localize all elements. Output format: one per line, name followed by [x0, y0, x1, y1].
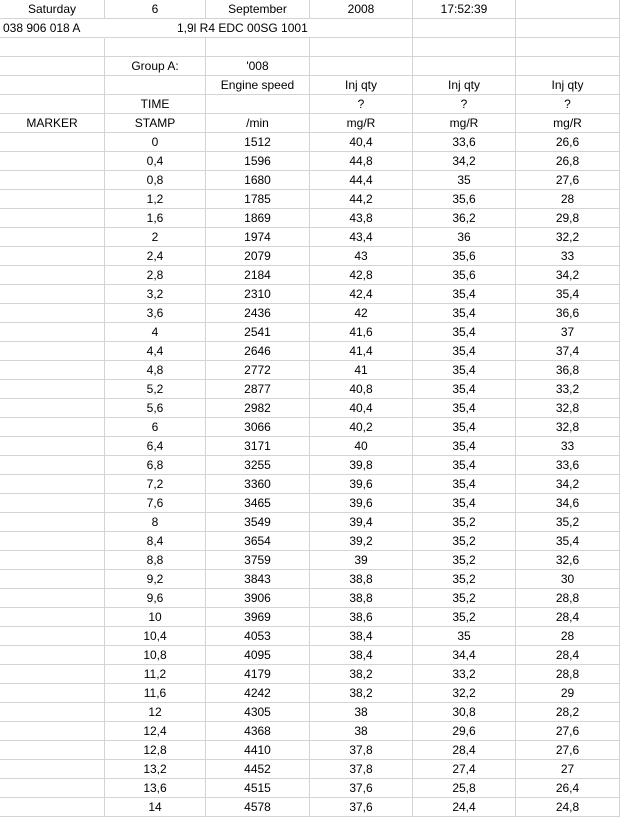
inj-qty-3-cell[interactable]: 34,2	[516, 475, 620, 494]
marker-cell[interactable]	[0, 570, 105, 589]
inj-qty-1-cell[interactable]: 42	[310, 304, 413, 323]
timestamp-cell[interactable]: 13,2	[105, 760, 206, 779]
header-time-cell[interactable]: 17:52:39	[413, 0, 516, 19]
inj-qty-2-cell[interactable]: 35,4	[413, 285, 516, 304]
inj-qty-3-cell[interactable]: 26,4	[516, 779, 620, 798]
engine-speed-cell[interactable]: 1596	[206, 152, 310, 171]
inj-qty-1-cell[interactable]: 41	[310, 361, 413, 380]
empty-cell[interactable]	[413, 38, 516, 57]
timestamp-cell[interactable]: 1,2	[105, 190, 206, 209]
inj-qty-3-cell[interactable]: 37,4	[516, 342, 620, 361]
empty-cell[interactable]	[516, 38, 620, 57]
marker-cell[interactable]	[0, 228, 105, 247]
timestamp-cell[interactable]: 13,6	[105, 779, 206, 798]
marker-cell[interactable]	[0, 551, 105, 570]
engine-speed-cell[interactable]: 4242	[206, 684, 310, 703]
inj-qty-2-cell[interactable]: 35,4	[413, 304, 516, 323]
inj-qty-1-cell[interactable]: 44,8	[310, 152, 413, 171]
inj-qty-2-cell[interactable]: 27,4	[413, 760, 516, 779]
inj-qty-3-cell[interactable]: 33,6	[516, 456, 620, 475]
inj-qty-1-cell[interactable]: 37,6	[310, 779, 413, 798]
engine-speed-cell[interactable]: 2877	[206, 380, 310, 399]
timestamp-header-line2[interactable]: TIME	[105, 95, 206, 114]
engine-description-cell[interactable]: 1,9l R4 EDC 00SG 1001	[105, 19, 413, 38]
engine-speed-cell[interactable]: 2982	[206, 399, 310, 418]
inj-qty-2-cell[interactable]: 35,4	[413, 342, 516, 361]
marker-cell[interactable]	[0, 627, 105, 646]
marker-cell[interactable]	[0, 798, 105, 817]
inj-qty-1-cell[interactable]: 37,8	[310, 760, 413, 779]
inj-qty-2-cell[interactable]: 34,2	[413, 152, 516, 171]
engine-speed-cell[interactable]: 1785	[206, 190, 310, 209]
inj-qty-2-cell[interactable]: 36	[413, 228, 516, 247]
inj-qty-3-header-line3[interactable]: mg/R	[516, 114, 620, 133]
inj-qty-1-cell[interactable]: 39,8	[310, 456, 413, 475]
timestamp-cell[interactable]: 8,4	[105, 532, 206, 551]
marker-cell[interactable]	[0, 437, 105, 456]
inj-qty-2-cell[interactable]: 35,2	[413, 589, 516, 608]
inj-qty-1-cell[interactable]: 38,2	[310, 665, 413, 684]
engine-speed-cell[interactable]: 3906	[206, 589, 310, 608]
inj-qty-2-cell[interactable]: 24,4	[413, 798, 516, 817]
header-date-cell[interactable]: 6	[105, 0, 206, 19]
timestamp-cell[interactable]: 0,4	[105, 152, 206, 171]
inj-qty-1-cell[interactable]: 39	[310, 551, 413, 570]
inj-qty-1-header-line1[interactable]: Inj qty	[310, 76, 413, 95]
inj-qty-1-cell[interactable]: 44,2	[310, 190, 413, 209]
inj-qty-2-cell[interactable]: 35,4	[413, 418, 516, 437]
inj-qty-2-cell[interactable]: 35,4	[413, 494, 516, 513]
timestamp-cell[interactable]: 10,8	[105, 646, 206, 665]
inj-qty-1-cell[interactable]: 40,2	[310, 418, 413, 437]
inj-qty-2-cell[interactable]: 35,4	[413, 437, 516, 456]
engine-speed-cell[interactable]: 4410	[206, 741, 310, 760]
marker-cell[interactable]	[0, 760, 105, 779]
inj-qty-1-cell[interactable]: 44,4	[310, 171, 413, 190]
inj-qty-3-cell[interactable]: 32,8	[516, 399, 620, 418]
empty-cell[interactable]	[516, 0, 620, 19]
empty-cell[interactable]	[516, 19, 620, 38]
inj-qty-1-cell[interactable]: 43	[310, 247, 413, 266]
inj-qty-3-cell[interactable]: 28,4	[516, 646, 620, 665]
header-year-cell[interactable]: 2008	[310, 0, 413, 19]
marker-cell[interactable]	[0, 209, 105, 228]
inj-qty-3-cell[interactable]: 27,6	[516, 722, 620, 741]
inj-qty-1-cell[interactable]: 43,8	[310, 209, 413, 228]
engine-speed-cell[interactable]: 1680	[206, 171, 310, 190]
marker-header-line3[interactable]: MARKER	[0, 114, 105, 133]
engine-speed-cell[interactable]: 3969	[206, 608, 310, 627]
inj-qty-3-cell[interactable]: 27,6	[516, 171, 620, 190]
engine-speed-cell[interactable]: 4053	[206, 627, 310, 646]
engine-speed-cell[interactable]: 2436	[206, 304, 310, 323]
inj-qty-2-cell[interactable]: 35,4	[413, 456, 516, 475]
inj-qty-1-cell[interactable]: 38,8	[310, 570, 413, 589]
header-month-cell[interactable]: September	[206, 0, 310, 19]
inj-qty-3-cell[interactable]: 27,6	[516, 741, 620, 760]
marker-cell[interactable]	[0, 171, 105, 190]
inj-qty-3-cell[interactable]: 32,6	[516, 551, 620, 570]
inj-qty-3-cell[interactable]: 26,8	[516, 152, 620, 171]
engine-speed-cell[interactable]: 3255	[206, 456, 310, 475]
inj-qty-2-header-line2[interactable]: ?	[413, 95, 516, 114]
inj-qty-1-cell[interactable]: 38	[310, 722, 413, 741]
inj-qty-3-cell[interactable]: 28,4	[516, 608, 620, 627]
timestamp-cell[interactable]: 2,4	[105, 247, 206, 266]
inj-qty-1-cell[interactable]: 40	[310, 437, 413, 456]
inj-qty-3-cell[interactable]: 34,6	[516, 494, 620, 513]
empty-cell[interactable]	[310, 38, 413, 57]
inj-qty-1-cell[interactable]: 38	[310, 703, 413, 722]
inj-qty-2-cell[interactable]: 35,6	[413, 247, 516, 266]
timestamp-cell[interactable]: 0,8	[105, 171, 206, 190]
inj-qty-3-cell[interactable]: 33	[516, 437, 620, 456]
engine-speed-cell[interactable]: 2646	[206, 342, 310, 361]
inj-qty-3-cell[interactable]: 34,2	[516, 266, 620, 285]
timestamp-cell[interactable]: 4,4	[105, 342, 206, 361]
inj-qty-1-cell[interactable]: 38,4	[310, 646, 413, 665]
inj-qty-1-cell[interactable]: 39,6	[310, 494, 413, 513]
marker-cell[interactable]	[0, 456, 105, 475]
inj-qty-1-cell[interactable]: 43,4	[310, 228, 413, 247]
inj-qty-2-cell[interactable]: 33,6	[413, 133, 516, 152]
timestamp-cell[interactable]: 0	[105, 133, 206, 152]
inj-qty-1-cell[interactable]: 37,8	[310, 741, 413, 760]
timestamp-cell[interactable]: 11,2	[105, 665, 206, 684]
inj-qty-2-cell[interactable]: 35,2	[413, 608, 516, 627]
empty-cell[interactable]	[105, 76, 206, 95]
inj-qty-3-header-line2[interactable]: ?	[516, 95, 620, 114]
empty-cell[interactable]	[516, 57, 620, 76]
inj-qty-2-cell[interactable]: 34,4	[413, 646, 516, 665]
marker-cell[interactable]	[0, 722, 105, 741]
inj-qty-1-cell[interactable]: 38,8	[310, 589, 413, 608]
inj-qty-3-cell[interactable]: 35,4	[516, 532, 620, 551]
marker-cell[interactable]	[0, 665, 105, 684]
timestamp-cell[interactable]: 6,8	[105, 456, 206, 475]
marker-cell[interactable]	[0, 247, 105, 266]
engine-speed-cell[interactable]: 3465	[206, 494, 310, 513]
group-code-cell[interactable]: '008	[206, 57, 310, 76]
empty-cell[interactable]	[0, 76, 105, 95]
inj-qty-3-cell[interactable]: 32,8	[516, 418, 620, 437]
part-number-cell[interactable]: 038 906 018 A	[0, 19, 105, 38]
marker-cell[interactable]	[0, 323, 105, 342]
marker-cell[interactable]	[0, 418, 105, 437]
inj-qty-3-cell[interactable]: 37	[516, 323, 620, 342]
inj-qty-2-cell[interactable]: 35,2	[413, 551, 516, 570]
inj-qty-2-cell[interactable]: 35,2	[413, 532, 516, 551]
marker-cell[interactable]	[0, 532, 105, 551]
engine-speed-cell[interactable]: 4578	[206, 798, 310, 817]
inj-qty-2-header-line3[interactable]: mg/R	[413, 114, 516, 133]
empty-cell[interactable]	[0, 57, 105, 76]
inj-qty-2-cell[interactable]: 32,2	[413, 684, 516, 703]
engine-speed-cell[interactable]: 3171	[206, 437, 310, 456]
marker-cell[interactable]	[0, 646, 105, 665]
engine-speed-cell[interactable]: 1869	[206, 209, 310, 228]
inj-qty-3-cell[interactable]: 29	[516, 684, 620, 703]
marker-cell[interactable]	[0, 608, 105, 627]
inj-qty-1-cell[interactable]: 40,8	[310, 380, 413, 399]
inj-qty-2-header-line1[interactable]: Inj qty	[413, 76, 516, 95]
inj-qty-2-cell[interactable]: 35,4	[413, 399, 516, 418]
engine-speed-cell[interactable]: 4515	[206, 779, 310, 798]
marker-cell[interactable]	[0, 133, 105, 152]
timestamp-cell[interactable]: 2	[105, 228, 206, 247]
inj-qty-2-cell[interactable]: 35,2	[413, 513, 516, 532]
engine-speed-cell[interactable]: 3549	[206, 513, 310, 532]
marker-cell[interactable]	[0, 475, 105, 494]
inj-qty-1-cell[interactable]: 38,2	[310, 684, 413, 703]
engine-speed-cell[interactable]: 2772	[206, 361, 310, 380]
inj-qty-1-cell[interactable]: 42,4	[310, 285, 413, 304]
inj-qty-3-cell[interactable]: 35,4	[516, 285, 620, 304]
inj-qty-2-cell[interactable]: 33,2	[413, 665, 516, 684]
inj-qty-3-cell[interactable]: 30	[516, 570, 620, 589]
timestamp-cell[interactable]: 5,6	[105, 399, 206, 418]
timestamp-cell[interactable]: 12,4	[105, 722, 206, 741]
inj-qty-2-cell[interactable]: 35	[413, 171, 516, 190]
empty-cell[interactable]	[413, 19, 516, 38]
timestamp-cell[interactable]: 14	[105, 798, 206, 817]
inj-qty-2-cell[interactable]: 35,4	[413, 323, 516, 342]
timestamp-cell[interactable]: 4	[105, 323, 206, 342]
engine-speed-cell[interactable]: 2184	[206, 266, 310, 285]
engine-speed-cell[interactable]: 3843	[206, 570, 310, 589]
inj-qty-1-cell[interactable]: 40,4	[310, 399, 413, 418]
timestamp-cell[interactable]: 2,8	[105, 266, 206, 285]
marker-cell[interactable]	[0, 190, 105, 209]
timestamp-cell[interactable]: 10	[105, 608, 206, 627]
empty-cell[interactable]	[0, 95, 105, 114]
header-day-cell[interactable]: Saturday	[0, 0, 105, 19]
inj-qty-2-cell[interactable]: 35,4	[413, 380, 516, 399]
marker-cell[interactable]	[0, 494, 105, 513]
inj-qty-1-cell[interactable]: 38,6	[310, 608, 413, 627]
marker-cell[interactable]	[0, 779, 105, 798]
inj-qty-3-cell[interactable]: 29,8	[516, 209, 620, 228]
inj-qty-1-cell[interactable]: 41,4	[310, 342, 413, 361]
inj-qty-2-cell[interactable]: 28,4	[413, 741, 516, 760]
engine-speed-header-line3[interactable]: /min	[206, 114, 310, 133]
timestamp-cell[interactable]: 8	[105, 513, 206, 532]
timestamp-cell[interactable]: 4,8	[105, 361, 206, 380]
engine-speed-header-line1[interactable]: Engine speed	[206, 76, 310, 95]
inj-qty-2-cell[interactable]: 35,4	[413, 361, 516, 380]
marker-cell[interactable]	[0, 285, 105, 304]
empty-cell[interactable]	[413, 57, 516, 76]
engine-speed-cell[interactable]: 3759	[206, 551, 310, 570]
inj-qty-3-cell[interactable]: 24,8	[516, 798, 620, 817]
group-label-cell[interactable]: Group A:	[105, 57, 206, 76]
inj-qty-1-cell[interactable]: 37,6	[310, 798, 413, 817]
inj-qty-2-cell[interactable]: 25,8	[413, 779, 516, 798]
engine-speed-cell[interactable]: 3654	[206, 532, 310, 551]
inj-qty-3-header-line1[interactable]: Inj qty	[516, 76, 620, 95]
timestamp-cell[interactable]: 3,2	[105, 285, 206, 304]
timestamp-cell[interactable]: 8,8	[105, 551, 206, 570]
marker-cell[interactable]	[0, 684, 105, 703]
marker-cell[interactable]	[0, 152, 105, 171]
marker-cell[interactable]	[0, 741, 105, 760]
inj-qty-3-cell[interactable]: 36,8	[516, 361, 620, 380]
empty-cell[interactable]	[105, 38, 206, 57]
timestamp-cell[interactable]: 9,6	[105, 589, 206, 608]
timestamp-cell[interactable]: 3,6	[105, 304, 206, 323]
timestamp-cell[interactable]: 12	[105, 703, 206, 722]
marker-cell[interactable]	[0, 266, 105, 285]
engine-speed-cell[interactable]: 4095	[206, 646, 310, 665]
inj-qty-3-cell[interactable]: 28,8	[516, 665, 620, 684]
inj-qty-2-cell[interactable]: 35	[413, 627, 516, 646]
inj-qty-2-cell[interactable]: 35,6	[413, 266, 516, 285]
inj-qty-1-cell[interactable]: 39,2	[310, 532, 413, 551]
inj-qty-3-cell[interactable]: 28	[516, 627, 620, 646]
timestamp-cell[interactable]: 6,4	[105, 437, 206, 456]
engine-speed-cell[interactable]: 4368	[206, 722, 310, 741]
timestamp-cell[interactable]: 11,6	[105, 684, 206, 703]
inj-qty-1-cell[interactable]: 39,6	[310, 475, 413, 494]
inj-qty-1-header-line3[interactable]: mg/R	[310, 114, 413, 133]
marker-cell[interactable]	[0, 380, 105, 399]
inj-qty-3-cell[interactable]: 27	[516, 760, 620, 779]
marker-cell[interactable]	[0, 399, 105, 418]
inj-qty-1-cell[interactable]: 39,4	[310, 513, 413, 532]
engine-speed-cell[interactable]: 3066	[206, 418, 310, 437]
timestamp-cell[interactable]: 5,2	[105, 380, 206, 399]
timestamp-header-line3[interactable]: STAMP	[105, 114, 206, 133]
inj-qty-3-cell[interactable]: 28,2	[516, 703, 620, 722]
inj-qty-3-cell[interactable]: 32,2	[516, 228, 620, 247]
inj-qty-3-cell[interactable]: 33,2	[516, 380, 620, 399]
marker-cell[interactable]	[0, 342, 105, 361]
empty-cell[interactable]	[206, 38, 310, 57]
inj-qty-1-cell[interactable]: 42,8	[310, 266, 413, 285]
marker-cell[interactable]	[0, 703, 105, 722]
inj-qty-2-cell[interactable]: 29,6	[413, 722, 516, 741]
inj-qty-1-cell[interactable]: 40,4	[310, 133, 413, 152]
inj-qty-3-cell[interactable]: 26,6	[516, 133, 620, 152]
engine-speed-cell[interactable]: 4305	[206, 703, 310, 722]
empty-cell[interactable]	[310, 57, 413, 76]
engine-speed-cell[interactable]: 2310	[206, 285, 310, 304]
timestamp-cell[interactable]: 7,2	[105, 475, 206, 494]
marker-cell[interactable]	[0, 589, 105, 608]
inj-qty-1-cell[interactable]: 38,4	[310, 627, 413, 646]
inj-qty-2-cell[interactable]: 35,2	[413, 570, 516, 589]
inj-qty-3-cell[interactable]: 28,8	[516, 589, 620, 608]
inj-qty-3-cell[interactable]: 33	[516, 247, 620, 266]
inj-qty-3-cell[interactable]: 36,6	[516, 304, 620, 323]
inj-qty-2-cell[interactable]: 36,2	[413, 209, 516, 228]
timestamp-cell[interactable]: 6	[105, 418, 206, 437]
inj-qty-3-cell[interactable]: 28	[516, 190, 620, 209]
marker-cell[interactable]	[0, 361, 105, 380]
marker-cell[interactable]	[0, 513, 105, 532]
engine-speed-cell[interactable]: 1974	[206, 228, 310, 247]
inj-qty-2-cell[interactable]: 35,4	[413, 475, 516, 494]
inj-qty-3-cell[interactable]: 35,2	[516, 513, 620, 532]
empty-cell[interactable]	[206, 95, 310, 114]
engine-speed-cell[interactable]: 2541	[206, 323, 310, 342]
timestamp-cell[interactable]: 1,6	[105, 209, 206, 228]
inj-qty-1-header-line2[interactable]: ?	[310, 95, 413, 114]
empty-cell[interactable]	[0, 38, 105, 57]
timestamp-cell[interactable]: 12,8	[105, 741, 206, 760]
timestamp-cell[interactable]: 10,4	[105, 627, 206, 646]
engine-speed-cell[interactable]: 2079	[206, 247, 310, 266]
timestamp-cell[interactable]: 7,6	[105, 494, 206, 513]
engine-speed-cell[interactable]: 4179	[206, 665, 310, 684]
engine-speed-cell[interactable]: 1512	[206, 133, 310, 152]
engine-speed-cell[interactable]: 4452	[206, 760, 310, 779]
engine-speed-cell[interactable]: 3360	[206, 475, 310, 494]
inj-qty-2-cell[interactable]: 30,8	[413, 703, 516, 722]
marker-cell[interactable]	[0, 304, 105, 323]
timestamp-cell[interactable]: 9,2	[105, 570, 206, 589]
inj-qty-2-cell[interactable]: 35,6	[413, 190, 516, 209]
inj-qty-1-cell[interactable]: 41,6	[310, 323, 413, 342]
